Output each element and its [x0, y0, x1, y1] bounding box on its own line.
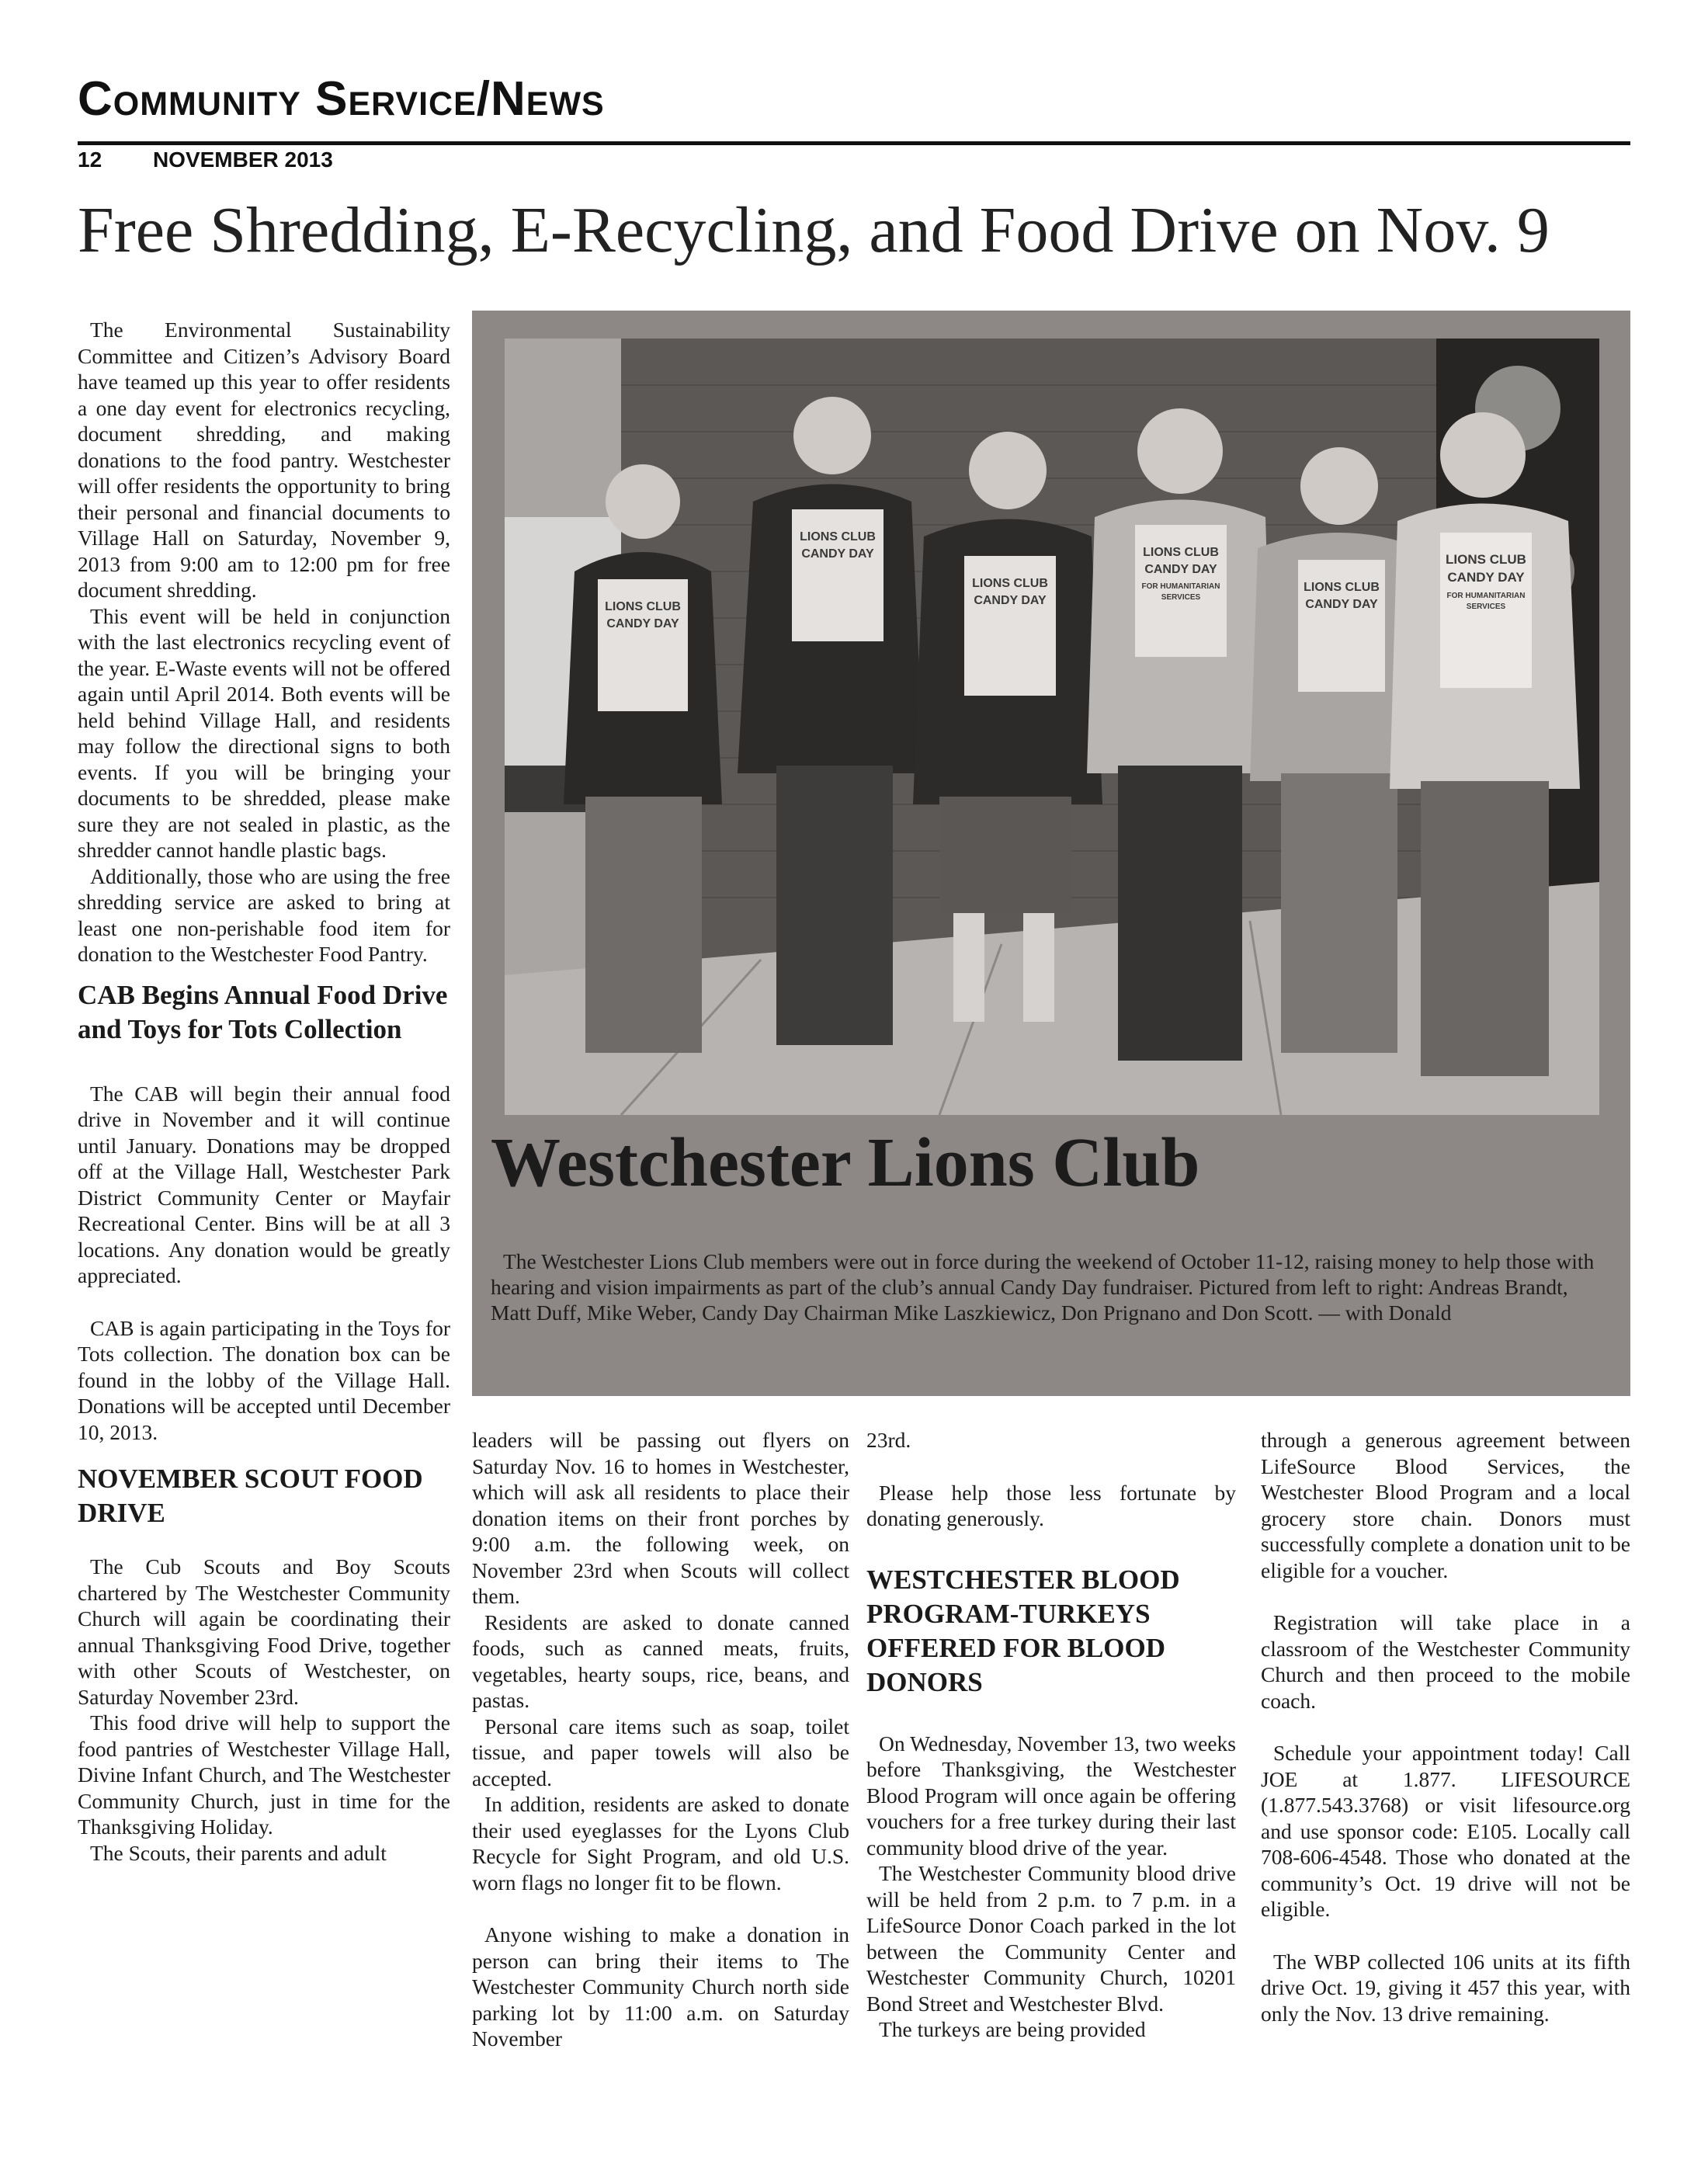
- article-paragraph: The Environmental Sustainability Committee and Citizen’s Advisory Board have teamed up this year to offer residents a one day event for electronics recycling, document shredding, and making donations to the food pantry. Westchester will offer residents the opportunity to bring their personal and financial documents to Village Hall on Saturday, November 9, 2013 from 9:00 am to 12:00 pm for free document shredding.: [78, 318, 450, 602]
- apron-text: CANDY DAY: [1144, 563, 1217, 576]
- article-paragraph: The WBP collected 106 units at its fifth drive Oct. 19, giving it 457 this year, with only the Nov. 13 drive remaining.: [1261, 1949, 1630, 2026]
- apron-text: LIONS CLUB: [1446, 552, 1526, 567]
- article-paragraph: Anyone wishing to make a donation in person can bring their items to The Westchester Community Church north side parking lot by 11:00 a.m. on Saturday November: [472, 1922, 849, 2051]
- article-paragraph: Schedule your appointment today! Call JOE at 1.877. LIFESOURCE (1.877.543.3768) or visit lifesource.org and use sponsor code: E105. Locally call 708-606-4548. Those who donated at the community’s Oct. 19 drive will not be eligible.: [1261, 1741, 1630, 1921]
- issue-date: NOVEMBER 2013: [152, 148, 333, 172]
- section-heading: Community Service/News: [78, 72, 605, 126]
- apron-text: FOR HUMANITARIAN: [1141, 582, 1220, 591]
- apron-text: LIONS CLUB: [1143, 546, 1219, 559]
- apron-text: CANDY DAY: [1447, 570, 1525, 585]
- apron-text: FOR HUMANITARIAN: [1446, 592, 1526, 600]
- column-1: [78, 317, 450, 1866]
- scout-heading: NOVEMBER SCOUT FOOD DRIVE: [78, 1464, 423, 1528]
- apron-text: LIONS CLUB: [972, 577, 1048, 590]
- page-number: 12: [78, 148, 102, 172]
- article-paragraph: Please help those less fortunate by donating generously.: [866, 1480, 1236, 1530]
- article-paragraph: On Wednesday, November 13, two weeks before Thanksgiving, the Westchester Blood Program will once again be offering vouchers for a free turkey during their last community blood drive of the year.: [866, 1731, 1236, 1860]
- photo-panel-title: Westchester Lions Club: [491, 1124, 1200, 1201]
- article-paragraph: through a generous agreement between LifeSource Blood Services, the Westchester Blood Program and a local grocery store chain. Donors must successfully complete a donation unit to be eligible for a voucher.: [1261, 1428, 1630, 1582]
- apron-text: CANDY DAY: [974, 594, 1047, 607]
- article-paragraph: Registration will take place in a classroom of the Westchester Community Church and then proceed to the mobile coach.: [1261, 1610, 1630, 1713]
- article-paragraph: The Cub Scouts and Boy Scouts chartered by The Westchester Community Church will again be coordinating their annual Thanksgiving Food Drive, together with other Scouts of Westchester, on Saturday November 23rd.: [78, 1554, 450, 1709]
- apron-text: CANDY DAY: [606, 617, 679, 630]
- cab-heading: CAB Begins Annual Food Drive and Toys for Tots Collection: [78, 979, 448, 1044]
- apron-text: LIONS CLUB: [605, 600, 681, 613]
- article-paragraph: leaders will be passing out flyers on Saturday Nov. 16 to homes in Westchester, which will ask all residents to place their donation items on their front porches by 9:00 a.m. the following week, on November 23rd when Scouts will collect them.: [472, 1428, 849, 1608]
- article-paragraph: This event will be held in conjunction with the last electronics recycling event of the year. E-Waste events will not be offered again until April 2014. Both events will be held behind Village Hall, and residents may follow the directional signs to both events. If you will be bringing your documents to be shredded, please make sure they are not sealed in plastic, as the shredder cannot handle plastic bags.: [78, 603, 450, 862]
- apron-text: LIONS CLUB: [1304, 581, 1380, 594]
- column-2: [472, 1427, 849, 2052]
- article-paragraph: The CAB will begin their annual food drive in November and it will continue until January. Donations may be dropped off at the Village Hall, Westchester Park District Community Center or Mayfair Recreational Center. Bins will be at all 3 locations. Any donation would be greatly appreciated.: [78, 1081, 450, 1287]
- photo-caption: The Westchester Lions Club members were out in force during the weekend of October 11-12, raising money to help those with hearing and vision impairments as part of the club’s annual Candy Day fundraiser. Pictured from left to right: Andreas Brandt, Matt Duff, Mike Weber, Candy Day Chairman Mike Laszkiewicz, Don Prignano and Don Scott. — with Donald: [491, 1249, 1595, 1325]
- article-headline: Free Shredding, E-Recycling, and Food Drive on Nov. 9: [78, 194, 1550, 266]
- article-paragraph: Personal care items such as soap, toilet tissue, and paper towels will also be accepted.: [472, 1714, 849, 1790]
- column-4: [1261, 1427, 1630, 2026]
- article-paragraph: 23rd.: [866, 1428, 911, 1452]
- apron-text: CANDY DAY: [1305, 598, 1378, 611]
- article-paragraph: This food drive will help to support the food pantries of Westchester Village Hall, Divine Infant Church, and The Westchester Community Church, just in time for the Thanksgiving Holiday.: [78, 1710, 450, 1839]
- article-paragraph: In addition, residents are asked to donate their used eyeglasses for the Lyons Club Recycle for Sight Program, and old U.S. worn flags no longer fit to be flown.: [472, 1792, 849, 1894]
- article-paragraph: The Westchester Community blood drive will be held from 2 p.m. to 7 p.m. in a LifeSource Donor Coach parked in the lot between the Community Center and Westchester Community Church, 10201 Bond Street and Westchester Blvd.: [866, 1861, 1236, 2016]
- page-meta: [78, 148, 333, 172]
- blood-program-heading: WESTCHESTER BLOOD PROGRAM-TURKEYS OFFERED FOR BLOOD DONORS: [866, 1564, 1180, 1697]
- header-rule: [78, 141, 1630, 145]
- article-paragraph: The Scouts, their parents and adult: [90, 1840, 387, 1865]
- apron-text: CANDY DAY: [801, 547, 874, 561]
- article-paragraph: Residents are asked to donate canned foods, such as canned meats, fruits, vegetables, hearty soups, rice, beans, and pastas.: [472, 1610, 849, 1712]
- apron-text: SERVICES: [1161, 593, 1201, 602]
- apron-text: LIONS CLUB: [800, 530, 876, 544]
- lions-club-photo: [505, 339, 1599, 1115]
- article-paragraph: The turkeys are being provided: [879, 2017, 1146, 2041]
- article-paragraph: Additionally, those who are using the free shredding service are asked to bring at least one non-perishable food item for donation to the Westchester Food Pantry.: [78, 863, 450, 966]
- article-paragraph: CAB is again participating in the Toys for Tots collection. The donation box can be found in the lobby of the Village Hall. Donations will be accepted until December 10, 2013.: [78, 1315, 450, 1444]
- column-3: [866, 1427, 1236, 2043]
- apron-text: SERVICES: [1466, 603, 1506, 611]
